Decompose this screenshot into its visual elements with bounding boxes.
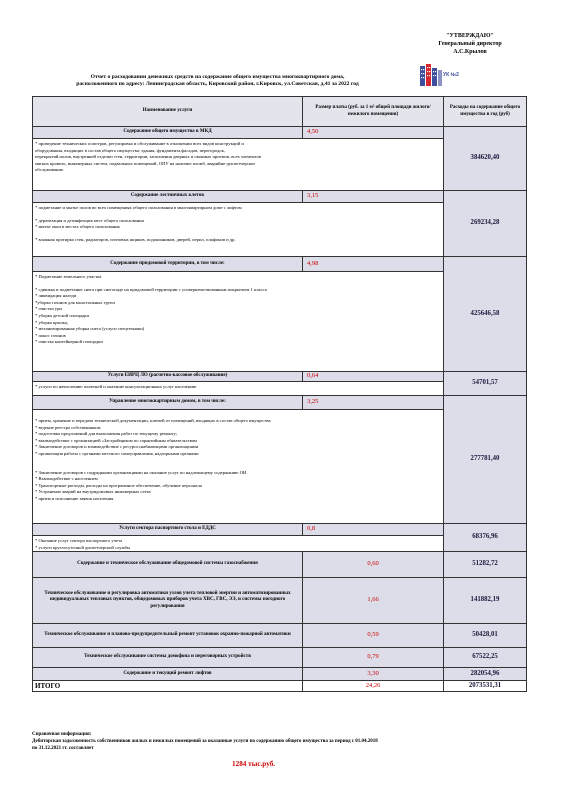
row-total-amount: 2073531,31 xyxy=(444,681,527,692)
row-gas-title: Содержание и техническое обслуживание общедомовой системы газоснабжения xyxy=(33,552,303,578)
section-stairs-rate: 3,15 xyxy=(303,191,444,203)
row-intercom-title: Техническое обслуживание системы домофона и переговорных устройств xyxy=(33,648,303,668)
table-header-row xyxy=(33,97,527,127)
section-passport-title: Услуги сектора паспортного стола и ЕДДС xyxy=(33,524,303,536)
reference-info xyxy=(32,731,532,752)
detail-line: перекрытий,полов, внутренней отделки стен, территории, заполнения дверных и оконных проемов, всех элементов xyxy=(35,154,261,160)
detail-line: * механизированная уборка снега (услуги спецтехники) xyxy=(35,326,145,332)
detail-line: обслуживание. xyxy=(35,167,65,173)
section-mkd-rate: 4,50 xyxy=(303,127,444,139)
row-lifts-amount: 282054,96 xyxy=(444,668,527,681)
expense-report-table xyxy=(32,96,527,692)
detail-line: * дератизация и дезинфекция мест общего пользования xyxy=(35,217,144,223)
detail-line: * проведение технических осмотров, регулировка и обслуживание в отношении всех видов конструкций и xyxy=(35,141,244,146)
row-gas-rate: 0,60 xyxy=(303,552,444,578)
detail-line: * ликвидация наледи xyxy=(35,293,77,299)
row-fire-title: Техническое обслуживание и планово-предупредительный ремонт установок охранно-пожарной автоматики xyxy=(33,624,303,648)
row-intercom-rate: 0,79 xyxy=(303,648,444,668)
detail-line: * подготовка предложений для выполнения работ по текущему ремонту; xyxy=(35,431,178,437)
section-mkd-amount: 384620,40 xyxy=(444,127,527,191)
section-eirc xyxy=(33,372,527,382)
approval-name: А.С.Крылов xyxy=(453,49,487,55)
row-fire-rate: 0,59 xyxy=(303,624,444,648)
reference-info-heading: Справочная информация: xyxy=(32,732,92,737)
detail-line: оборудования, входящих в состав общего имущества: здания, фундамента,фасадов, перегородок, xyxy=(35,147,225,153)
company-logo-icon xyxy=(412,64,462,88)
detail-line: *уборка газонов для малоэтажных групп xyxy=(35,299,115,305)
approval-block xyxy=(395,32,545,56)
row-total-rate: 24,26 xyxy=(303,681,444,692)
detail-line: * уборка крыльц xyxy=(35,319,68,325)
detail-line: * услуги по начислению платежей и оказание консультационных услуг населению xyxy=(35,384,197,389)
reference-info-line-2: по 31.12.2021 гг. составляет xyxy=(32,746,94,751)
header-service: Наименование услуги xyxy=(33,97,303,127)
row-meters xyxy=(33,578,527,624)
section-eirc-details xyxy=(33,382,444,396)
row-intercom xyxy=(33,648,527,668)
row-lifts-rate: 3,30 xyxy=(303,668,444,681)
report-title-line-1: Отчет о расходовании денежных средств на содержание общего имущества многоквартирного дома, xyxy=(90,74,345,80)
report-title-line-2: расположенного по адресу: Ленинградская область, Кировский район, г.Кировск, ул.Советская, д.41 за 2022 год xyxy=(76,81,359,87)
section-stairs-details xyxy=(33,203,444,257)
header-expenses: Расходы на содержание общего имущества в год (руб) xyxy=(444,97,527,127)
report-title xyxy=(40,74,395,88)
row-intercom-amount: 67522,25 xyxy=(444,648,527,668)
section-yard-details xyxy=(33,272,444,372)
row-fire-amount: 50428,01 xyxy=(444,624,527,648)
section-stairs xyxy=(33,191,527,203)
svg-text:УК №2: УК №2 xyxy=(443,72,459,78)
detail-line: * Заключение договоров с подрядными организациями на оказание услуг по надлежащему содержанию ОИ xyxy=(35,469,247,475)
reference-info-line-1: Дебиторская задолженность собственников жилых и нежилых помещений за оказанные услуги по содержанию общего имущества за период с 01.04.2018 xyxy=(32,739,378,744)
approval-heading: "УТВЕРЖДАЮ" xyxy=(446,33,494,39)
detail-line: * Оказание услуг сектора паспортного учета xyxy=(35,538,123,543)
detail-line: * Подметание земельного участка xyxy=(35,274,102,279)
detail-line: * Взаимодействие с населением xyxy=(35,476,98,482)
detail-line: * прием и исполнение заявок населения xyxy=(35,495,114,501)
section-passport-rate: 0,8 xyxy=(303,524,444,536)
section-passport-amount: 68376,96 xyxy=(444,524,527,552)
row-meters-amount: 141882,19 xyxy=(444,578,527,624)
detail-line: * очистка контейнерной площадки xyxy=(35,339,103,345)
row-gas-amount: 51282,72 xyxy=(444,552,527,578)
detail-line: мягких кровель, инженерных систем, подвальных помещений, ОПУ на наличие пломб, аварийно-диспетчерское xyxy=(35,160,256,166)
detail-line: * взаимодействие с организацией «Застройщиком по гарантийным обязательствам xyxy=(35,437,197,443)
detail-line: * уборка детской площадки xyxy=(35,312,89,318)
section-management xyxy=(33,396,527,410)
detail-line: * Устранение аварий на внутридомовых инженерных сетях xyxy=(35,489,151,495)
row-gas xyxy=(33,552,527,578)
row-meters-title: Техническое обслуживание и регулировка автоматики узлов учета тепловой энергии и автоматизированных индивидуальных тепловых пунктов, общедомовых приборов учета ХВС, ГВС, ЭЭ, и системы погодного регулирования xyxy=(33,578,303,624)
detail-line: * покос газонов xyxy=(35,332,66,338)
detail-line: * Заключение договоров и взаимодействие с ресурсоснабжающими организациями xyxy=(35,444,199,450)
section-mkd-details xyxy=(33,139,444,191)
section-mkd-title: Содержание общего имущества в МКД xyxy=(33,127,303,139)
section-management-amount: 277781,40 xyxy=(444,396,527,524)
section-management-details xyxy=(33,410,444,524)
detail-line: * прием, хранение и передача технической документации, ключей от помещений, входящих в состав общего имущества xyxy=(35,418,271,423)
row-lifts-title: Содержание и текущий ремонт лифтов xyxy=(33,668,303,681)
debt-amount: 1284 тыс.руб. xyxy=(232,760,276,768)
detail-line: * очистка урн xyxy=(35,306,62,312)
section-yard-rate: 4,98 xyxy=(303,257,444,272)
row-fire xyxy=(33,624,527,648)
section-passport xyxy=(33,524,527,536)
section-stairs-amount: 269234,28 xyxy=(444,191,527,257)
section-management-title: Управление многоквартирным домом, в том числе: xyxy=(33,396,303,410)
detail-line: * влажная протирка стен, радиаторов, почтовых ящиков, подоконников, дверей, перил, плафонов и др. xyxy=(35,236,236,242)
section-stairs-title: Содержание лестничных клеток xyxy=(33,191,303,203)
section-management-rate: 3,25 xyxy=(303,396,444,410)
section-yard-amount: 425646,58 xyxy=(444,257,527,372)
detail-line: * организация работы с органами местного самоуправления, надзорными органами xyxy=(35,450,199,456)
detail-line: * подметание и мытье полов во всех помещениях общего пользования в многоквартирном доме с лифтом xyxy=(35,205,242,210)
section-yard-title: Содержание придомовой территории, в том числе: xyxy=(33,257,303,272)
header-rate: Размер платы (руб. за 1 м² общей площади жилого/нежилого помещения) xyxy=(303,97,444,127)
row-total-title: ИТОГО xyxy=(33,681,303,692)
section-eirc-amount: 54701,57 xyxy=(444,372,527,396)
detail-line: * сдвижка и подметание снега при снегопаде на придомовой территории с усовершенствованным покрытием 1 класса xyxy=(35,286,267,292)
section-yard xyxy=(33,257,527,272)
detail-line: * услуги круглосуточной диспетчерской службы xyxy=(35,544,131,550)
detail-line: * мытье окон в местах общего пользования xyxy=(35,224,120,230)
section-eirc-title: Услуги ЕИРЦ ЛО (расчетно-кассовое обслуживание) xyxy=(33,372,303,382)
section-eirc-rate: 0,64 xyxy=(303,372,444,382)
detail-line: * ведение реестра собственников; xyxy=(35,424,102,430)
detail-line: * Транспортные расходы, расходы на программное обеспечение, обучение персонала xyxy=(35,482,202,488)
section-mkd xyxy=(33,127,527,139)
row-total xyxy=(33,681,527,692)
row-meters-rate: 1,66 xyxy=(303,578,444,624)
row-lifts xyxy=(33,668,527,681)
section-passport-details xyxy=(33,536,444,552)
approval-position: Генеральный директор xyxy=(438,41,502,47)
